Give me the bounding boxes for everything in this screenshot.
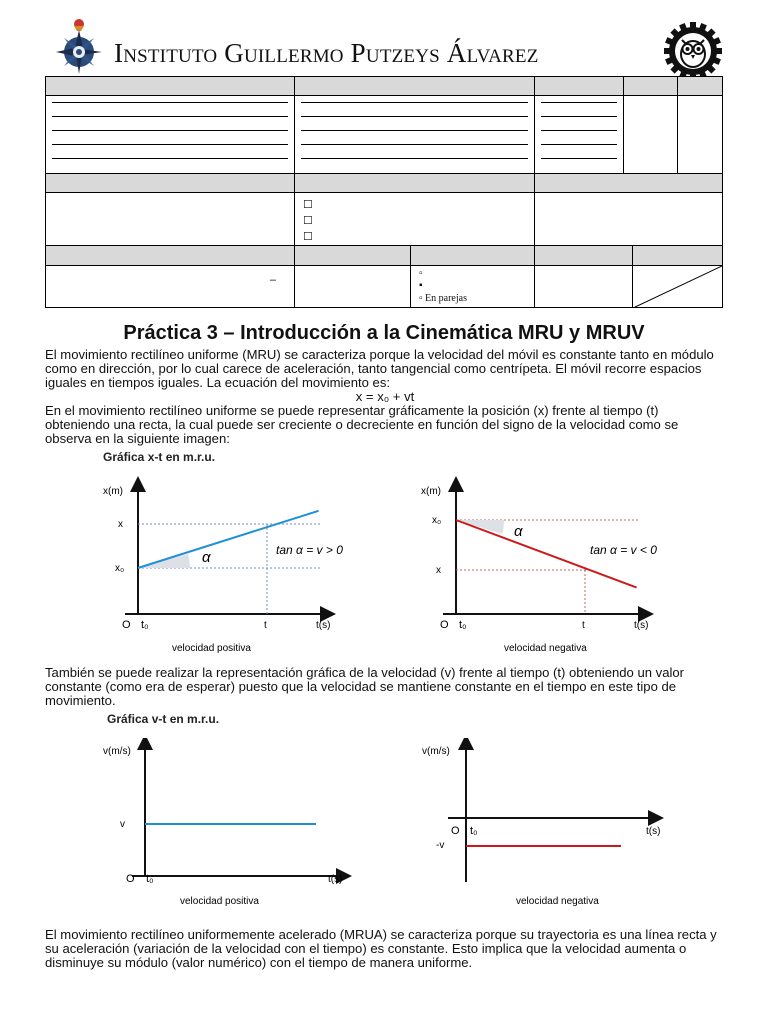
x-axis-label: t(s)	[646, 826, 661, 837]
equation-mru: x = x₀ + vt	[355, 389, 415, 404]
blank-line	[301, 158, 528, 159]
y-axis-label: x(m)	[103, 486, 123, 497]
paragraph-x-t-graph: En el movimiento rectilíneo uniforme se puede representar gráficamente la posición (x) frente al tiempo (t) obteniendo una recta, la cual puede ser creciente o decreciente en función del signo de la velocidad como se observa en la siguiente imagen:	[45, 403, 679, 446]
chart-xt-negative	[418, 476, 678, 656]
form-blank-cell[interactable]	[46, 193, 295, 246]
blank-line	[541, 158, 617, 159]
work-mode-cell	[411, 266, 535, 308]
origin-label: O	[440, 619, 449, 631]
form-header-cell	[633, 246, 723, 266]
graph-xt-title: Gráfica x-t en m.r.u.	[103, 450, 216, 464]
form-work-mode-row	[46, 266, 723, 308]
y-axis-label: x(m)	[421, 486, 441, 497]
y-tick-minus-v: -v	[436, 840, 445, 851]
chart-vt-positive	[100, 738, 360, 908]
t0-label: t₀	[470, 825, 478, 837]
y-tick-x0: x₀	[115, 563, 125, 574]
blank-line	[52, 130, 288, 131]
graph-vt-title: Gráfica v-t en m.r.u.	[107, 712, 220, 726]
form-header-row	[46, 246, 723, 266]
form-header-cell	[295, 246, 411, 266]
chart-caption: velocidad negativa	[504, 643, 587, 654]
x-axis-label: t(s)	[634, 620, 649, 631]
blank-line	[301, 144, 528, 145]
chart-caption: velocidad positiva	[172, 643, 251, 654]
y-tick-x: x	[436, 565, 441, 576]
form-header-cell	[46, 77, 295, 96]
compass-shield-logo-icon	[50, 14, 108, 74]
paragraph-mrua-definition: El movimiento rectilíneo uniformemente acelerado (MRUA) se caracteriza porque su trayectoria es una línea recta y su aceleración (variación de la velocidad con el tiempo) es constante. Esto implica que la velocidad aumenta o disminuye su módulo (valor numérico) con el tiempo de manera uniforme.	[45, 927, 717, 970]
origin-label: O	[451, 825, 460, 837]
dash-cell[interactable]: –	[46, 266, 295, 308]
blank-line	[301, 130, 528, 131]
score-cell[interactable]	[633, 266, 723, 308]
chart-xt-positive	[100, 476, 360, 656]
checkbox-option[interactable]: ☐	[303, 215, 313, 227]
work-mode-label: En parejas	[425, 293, 467, 304]
form-header-cell	[295, 174, 535, 193]
form-blank-cell[interactable]	[678, 96, 723, 174]
form-header-cell	[46, 246, 295, 266]
checkbox-option[interactable]: ☐	[303, 231, 313, 243]
chart-vt-negative	[418, 738, 678, 908]
y-axis-label: v(m/s)	[422, 746, 450, 757]
alpha-label: α	[514, 523, 523, 540]
x-axis-label: t(s)	[328, 874, 343, 885]
checkbox-individual[interactable]: ▫	[419, 268, 423, 279]
y-tick-v: v	[120, 819, 125, 830]
blank-line	[541, 116, 617, 117]
t-label: t	[264, 620, 267, 631]
series-line-position	[138, 511, 319, 568]
paragraph-mru-definition: El movimiento rectilíneo uniforme (MRU) se caracteriza porque la velocidad del móvil es constante tanto en módulo como en dirección, por lo cual carece de aceleración, tanto tangencial como centrípeta. El móvil recorre espacios iguales en tiempos iguales. La ecuación del movimiento es:	[45, 347, 714, 390]
form-blank-cell[interactable]	[295, 266, 411, 308]
form-header-cell	[535, 174, 723, 193]
form-blank-cell[interactable]	[535, 193, 723, 246]
form-header-cell	[535, 246, 633, 266]
form-names-row	[46, 96, 723, 174]
blank-line	[541, 144, 617, 145]
form-header-cell	[535, 77, 624, 96]
origin-label: O	[126, 873, 135, 885]
form-blank-cell[interactable]	[535, 266, 633, 308]
blank-line	[52, 102, 288, 103]
blank-line	[301, 102, 528, 103]
form-header-cell	[295, 77, 535, 96]
alpha-label: α	[202, 549, 211, 566]
form-header-row	[46, 174, 723, 193]
page-title: Práctica 3 – Introducción a la Cinemática MRU y MRUV	[123, 322, 645, 344]
student-info-form	[45, 76, 723, 308]
school-name: Instituto Guillermo Putzeys Álvarez	[114, 38, 539, 68]
form-blank-cell[interactable]	[624, 96, 678, 174]
t0-label: t₀	[146, 873, 154, 885]
chart-caption: velocidad positiva	[180, 896, 259, 907]
t-label: t	[582, 620, 585, 631]
x-axis-label: t(s)	[316, 620, 331, 631]
t0-label: t₀	[459, 619, 467, 631]
blank-line	[301, 116, 528, 117]
form-header-cell	[678, 77, 723, 96]
checkbox-grupal[interactable]: ▪	[419, 280, 423, 291]
form-header-cell	[46, 174, 295, 193]
checkbox-en-parejas[interactable]: ▫ En parejas	[419, 293, 467, 304]
chart-caption: velocidad negativa	[516, 896, 599, 907]
origin-label: O	[122, 619, 131, 631]
blank-line	[541, 130, 617, 131]
form-options-row	[46, 193, 723, 246]
options-checkbox-cell	[295, 193, 535, 246]
checkbox-option[interactable]: ☐	[303, 199, 313, 211]
y-tick-x: x	[118, 519, 123, 530]
t0-label: t₀	[141, 619, 149, 631]
name-lines-cell[interactable]	[46, 96, 295, 174]
y-axis-label: v(m/s)	[103, 746, 131, 757]
name-lines-cell[interactable]	[295, 96, 535, 174]
diagonal-slash	[633, 266, 722, 308]
blank-line	[52, 116, 288, 117]
blank-line	[52, 158, 288, 159]
form-header-cell	[411, 246, 535, 266]
tan-annotation: tan α = v < 0	[590, 543, 657, 557]
id-lines-cell[interactable]	[535, 96, 624, 174]
y-tick-x0: x₀	[432, 515, 442, 526]
tan-annotation: tan α = v > 0	[276, 543, 343, 557]
form-header-row	[46, 77, 723, 96]
blank-line	[52, 144, 288, 145]
paragraph-v-t-graph: También se puede realizar la representación gráfica de la velocidad (v) frente al tiempo (t) obteniendo un valor constante (como era de esperar) puesto que la velocidad se mantiene constante en el tiempo en este tipo de movimiento.	[45, 665, 685, 708]
form-header-cell	[624, 77, 678, 96]
owl-gear-logo-icon	[662, 20, 724, 82]
header	[44, 14, 734, 76]
blank-line	[541, 102, 617, 103]
